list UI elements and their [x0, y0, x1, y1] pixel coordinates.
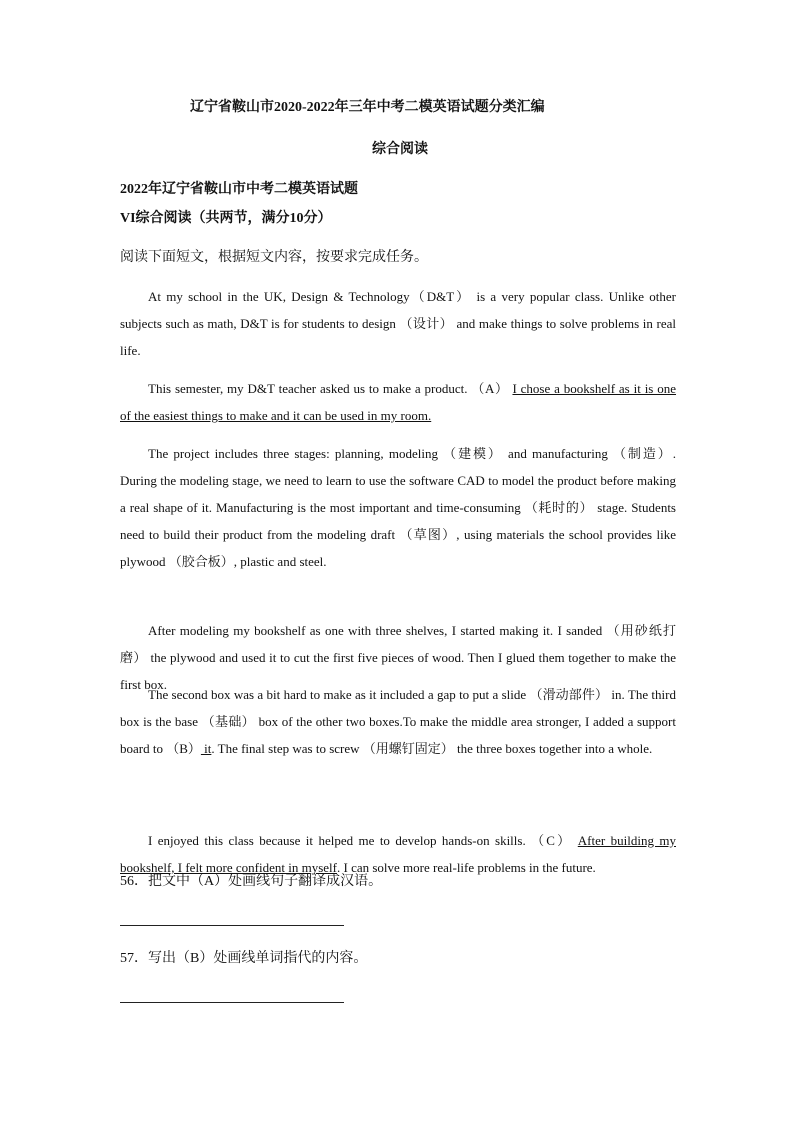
- underlined-sentence-a: I chose a bookshelf as it is one of the easiest things to make and it can be used in my room.: [120, 381, 677, 423]
- question-56: 56．把文中（A）处画线句子翻译成汉语。: [120, 874, 383, 889]
- passage-paragraph-1: At my school in the UK, Design & Technology（D&T） is a very popular class. Unlike other subjects such as math, D&T is for students to design （设计） and make things to solve problems in real life.: [120, 289, 676, 358]
- underlined-sentence-c: After building my bookshelf, I felt more confident in myself: [120, 833, 676, 875]
- instruction-text: 阅读下面短文，根据短文内容，按要求完成任务。: [120, 250, 428, 265]
- passage-paragraph-2: [120, 375, 676, 429]
- paragraph-text: The second box was a bit hard to make as it included a gap to put a slide （滑动部件） in. The third box is the base （基础） box of the other two boxes.To make the middle area stronger, I added a support board to （B）: [120, 687, 676, 756]
- document-subtitle: 综合阅读: [372, 142, 428, 157]
- document-title: 辽宁省鞍山市2020-2022年三年中考二模英语试题分类汇编: [190, 100, 545, 115]
- answer-line-56[interactable]: [120, 925, 344, 926]
- passage-paragraph-3: The project includes three stages: planning, modeling （建模） and manufacturing （制造）. During the modeling stage, we need to learn to use the software CAD to model the product before making a real shape of it. Manufacturing is the most important and time-consuming （耗时的） stage. Students need to build their product from the modeling draft （草图）, using materials the school provides like plywood （胶合板）, plastic and steel.: [120, 446, 676, 569]
- section-heading: VI综合阅读（共两节，满分10分）: [120, 211, 332, 226]
- paragraph-text: I enjoyed this class because it helped me to develop hands-on skills. （C）: [148, 833, 578, 848]
- paragraph-text: This semester, my D&T teacher asked us to make a product. （A）: [148, 381, 513, 396]
- paragraph-text: . The final step was to screw （用螺钉固定） the three boxes together into a whole.: [211, 741, 653, 756]
- question-57: 57．写出（B）处画线单词指代的内容。: [120, 951, 368, 966]
- exam-heading: 2022年辽宁省鞍山市中考二模英语试题: [120, 182, 358, 197]
- passage-paragraph-4: After modeling my bookshelf as one with three shelves, I started making it. I sanded （用砂纸打磨） the plywood and used it to cut the first five pieces of wood. Then I glued them together to make the first box.: [120, 623, 676, 692]
- passage-paragraph-5: [120, 681, 676, 762]
- answer-line-57[interactable]: [120, 1002, 344, 1003]
- underlined-word-b: it: [200, 741, 212, 756]
- paragraph-text: . I can solve more real-life problems in the future.: [336, 860, 596, 875]
